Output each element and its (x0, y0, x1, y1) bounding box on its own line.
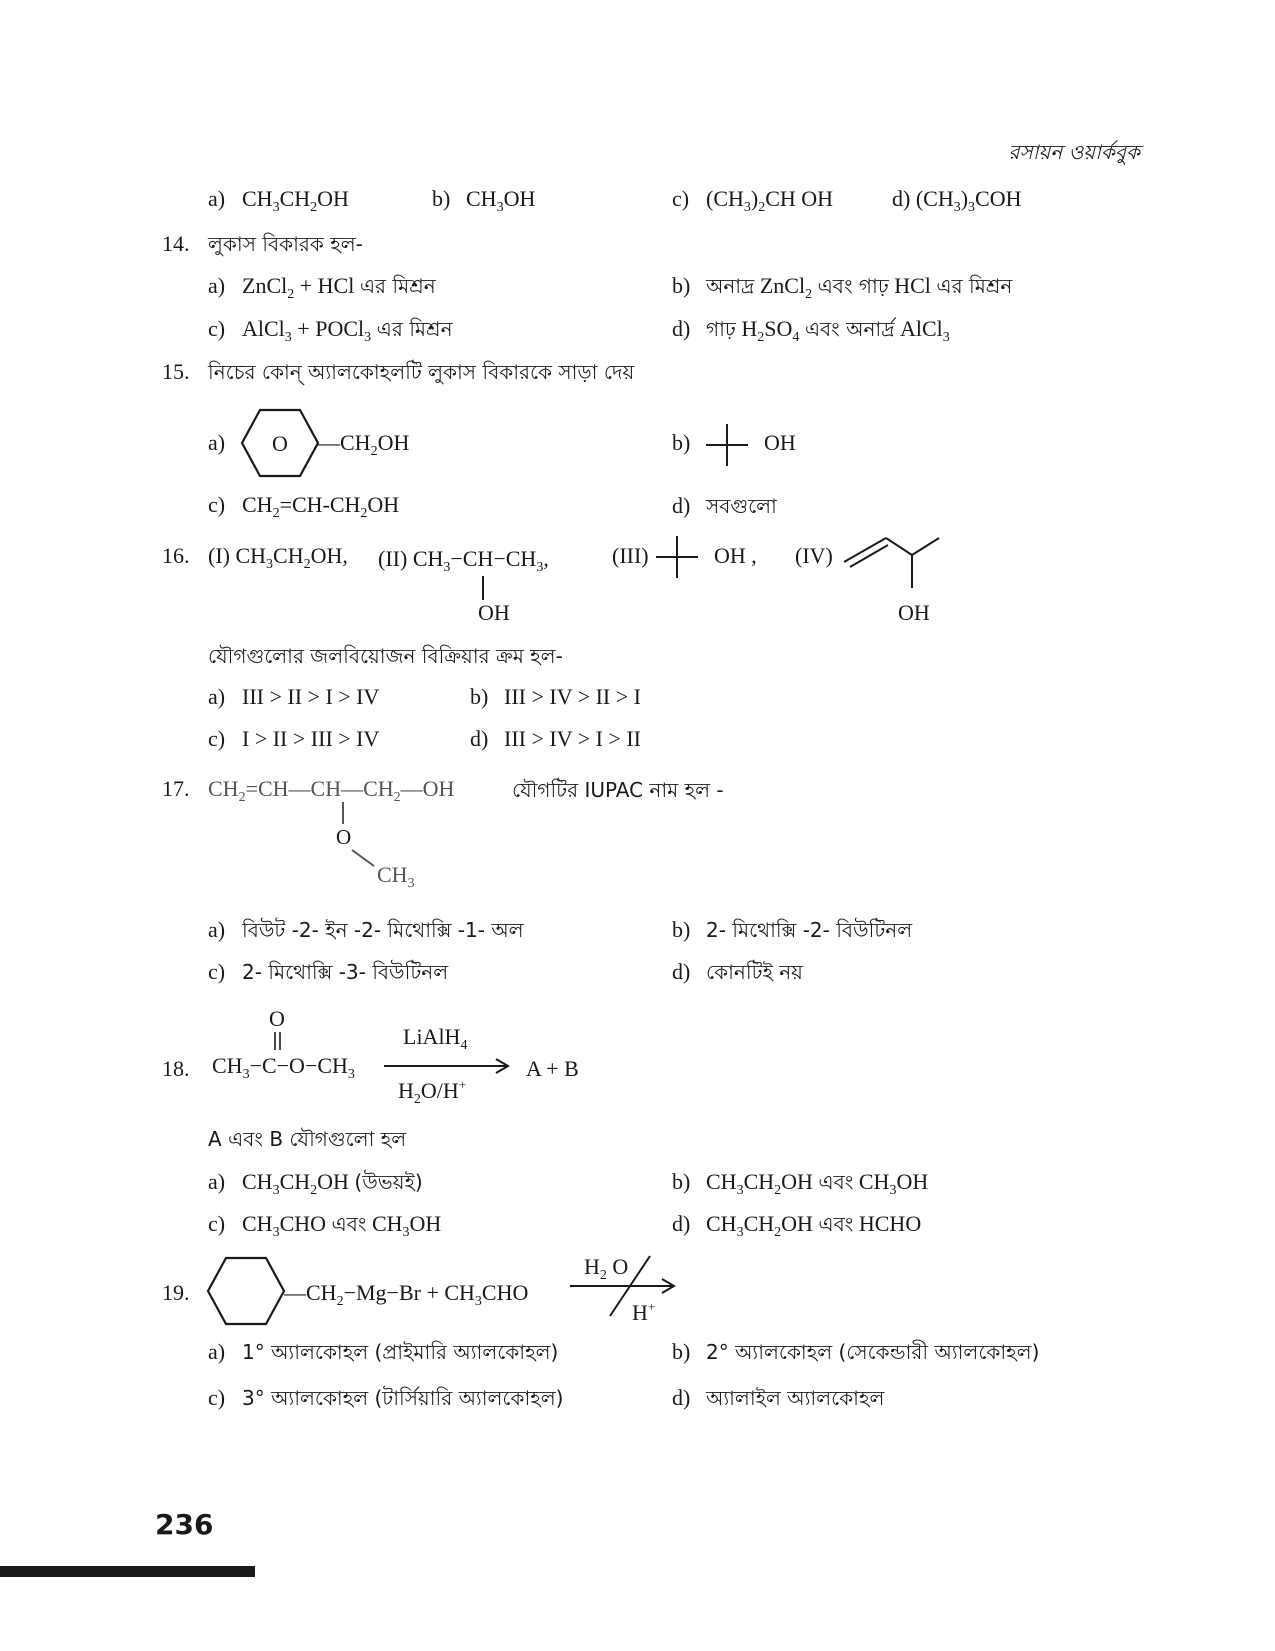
q19-arrow-top: $H_2$ O (584, 1254, 629, 1283)
q18-product: A + B (526, 1056, 579, 1081)
running-header: রসায়ন ওয়ার্কবুক (1008, 140, 1140, 164)
q16-option-d: d) III > IV > I > II (470, 726, 641, 751)
formula: HCl (894, 273, 931, 298)
tert-butyl-skeleton (652, 532, 702, 582)
q18-option-c: c) $CH_3CHO$ এবং $CH_3OH$ (208, 1211, 442, 1240)
formula: $(CH_3)_3COH$ (915, 186, 1022, 215)
q17-structure-main-chain: $CH_2=CH—CH—CH_2—OH$ (208, 776, 455, 805)
question-15: 15. নিচের কোন্ অ্যালকোহলটি লুকাস বিকারকে সাড়া দেয় (162, 359, 635, 384)
formula: ZnCl$_2$ (759, 273, 813, 302)
q17-option-d: d) কোনটিই নয় (672, 959, 803, 984)
q18-option-b: b) $CH_3CH_2OH$ এবং $CH_3OH$ (672, 1169, 929, 1198)
formula: $CH_3CH_2OH$ (242, 1169, 349, 1198)
q17-option-b: b) 2- মিথোক্সি -2- বিউটিনল (672, 917, 913, 942)
q17-methyl: $CH_3$ (377, 862, 415, 891)
q13-option-c: c) $(CH_3)_2CH$ OH (672, 186, 834, 215)
q16-iii-oh: OH , (714, 543, 757, 568)
allylic-alcohol-skeleton (840, 530, 945, 595)
formula: $CH_3CH_2OH$ (242, 186, 349, 215)
formula: $H_2SO_4$ (741, 316, 800, 345)
question-14: 14. লুকাস বিকারক হল- (162, 231, 363, 256)
q16-option-b: b) III > IV > II > I (470, 684, 641, 709)
q19-option-d: d) অ্যালাইল অ্যালকোহল (672, 1385, 885, 1410)
formula: $(CH_3)_2CH$ OH (706, 186, 834, 215)
q15-option-d: d) সবগুলো (672, 493, 777, 518)
q16-compound-i: (I) $CH_3CH_2OH$, (208, 543, 348, 572)
formula: AlCl$_3$ (900, 316, 950, 345)
q15-option-a-label: a) (208, 430, 226, 455)
q15-option-b: b) (672, 430, 691, 455)
hexagon-ring-structure (240, 408, 320, 478)
q16-iii-label: (III) (612, 543, 649, 568)
q13-option-b: b) $CH_3OH$ (432, 186, 536, 215)
q17-text: যৌগটির IUPAC নাম হল - (512, 778, 724, 802)
page-number: 236 (155, 1508, 214, 1541)
formula: $CH_3OH$ (466, 186, 536, 215)
question-18-number: 18. (162, 1056, 190, 1081)
formula: $CH_3OH$ (858, 1169, 929, 1198)
reaction-arrow (382, 1056, 512, 1076)
q14-option-d: d) গাঢ় $H_2SO_4$ এবং অনার্দ্র AlCl$_3$ (672, 316, 950, 345)
formula: AlCl$_3$ + POCl$_3$ (242, 316, 372, 345)
svg-text:O: O (336, 825, 352, 849)
q13-option-d: d) $(CH_3)_3COH$ (892, 186, 1022, 215)
q15-option-c: c) $CH_2=CH-CH_2OH$ (208, 492, 400, 521)
ring-label: O (272, 431, 288, 456)
double-bond (270, 1030, 286, 1052)
q16-iv-oh: OH (898, 600, 930, 625)
bond-line (478, 574, 488, 602)
q15-option-a-substituent: $—CH_2OH$ (318, 430, 410, 459)
question-17-number: 17. (162, 776, 190, 801)
q14-option-c: c) AlCl$_3$ + POCl$_3$ এর মিশ্রন (208, 316, 453, 345)
q18-text: A এবং B যৌগগুলো হল (208, 1127, 407, 1151)
q19-option-c: c) 3° অ্যালকোহল (টার্সিয়ারি অ্যালকোহল) (208, 1385, 564, 1410)
q14-option-a: a) ZnCl$_2$ + HCl এর মিশ্রন (208, 273, 436, 302)
formula: $CH_2=CH-CH_2OH$ (242, 492, 400, 521)
q16-option-c: c) I > II > III > IV (208, 726, 380, 751)
formula: ZnCl$_2$ + HCl (242, 273, 355, 302)
formula: $CH_3CH_2OH$ (706, 1169, 813, 1198)
q18-option-a: a) $CH_3CH_2OH$ (উভয়ই) (208, 1169, 423, 1198)
q19-option-a: a) 1° অ্যালকোহল (প্রাইমারি অ্যালকোহল) (208, 1339, 559, 1364)
q18-option-d: d) $CH_3CH_2OH$ এবং HCHO (672, 1211, 922, 1240)
crossed-reaction-arrow (568, 1252, 678, 1322)
q19-reagent-formula: $—CH_2-Mg-Br + CH_3CHO$ (284, 1280, 529, 1309)
q18-carbonyl-o: O (269, 1006, 285, 1031)
q16-text: যৌগগুলোর জলবিয়োজন বিক্রিয়ার ক্রম হল- (208, 644, 563, 668)
question-16-number: 16. (162, 543, 190, 568)
q19-arrow-bottom: H+ (632, 1299, 656, 1325)
q17-option-c: c) 2- মিথোক্সি -3- বিউটিনল (208, 959, 449, 984)
q16-ii-oh: OH (478, 600, 510, 625)
q13-option-a: a) $CH_3CH_2OH$ (208, 186, 349, 215)
q14-option-b: b) অনাদ্র ZnCl$_2$ এবং গাঢ় HCl এর মিশ্রন (672, 273, 1013, 302)
cyclohexane-ring-structure (206, 1256, 286, 1326)
footer-bar (0, 1566, 255, 1577)
q18-ester-formula: $CH_3-C-O-CH_3$ (212, 1053, 355, 1082)
formula: $CH_3OH$ (371, 1211, 442, 1240)
tert-butyl-skeleton (702, 420, 752, 470)
q16-option-a: a) III > II > I > IV (208, 684, 380, 709)
q17-option-a: a) বিউট -2- ইন -2- মিথোক্সি -1- অল (208, 917, 524, 942)
q16-compound-ii: (II) $CH_3-CH-CH_3$, (378, 546, 549, 575)
formula: $CH_3CH_2OH$ (706, 1211, 813, 1240)
question-19-number: 19. (162, 1280, 190, 1305)
q19-option-b: b) 2° অ্যালকোহল (সেকেন্ডারী অ্যালকোহল) (672, 1339, 1040, 1364)
formula: $CH_3CHO$ (242, 1211, 327, 1240)
q18-reagent-bottom: $H_2O/H^+$ (398, 1077, 467, 1107)
q15-option-b-oh: OH (764, 430, 796, 455)
q18-reagent-top: LiAlH$_4$ (403, 1024, 468, 1053)
q16-iv-label: (IV) (795, 543, 833, 568)
